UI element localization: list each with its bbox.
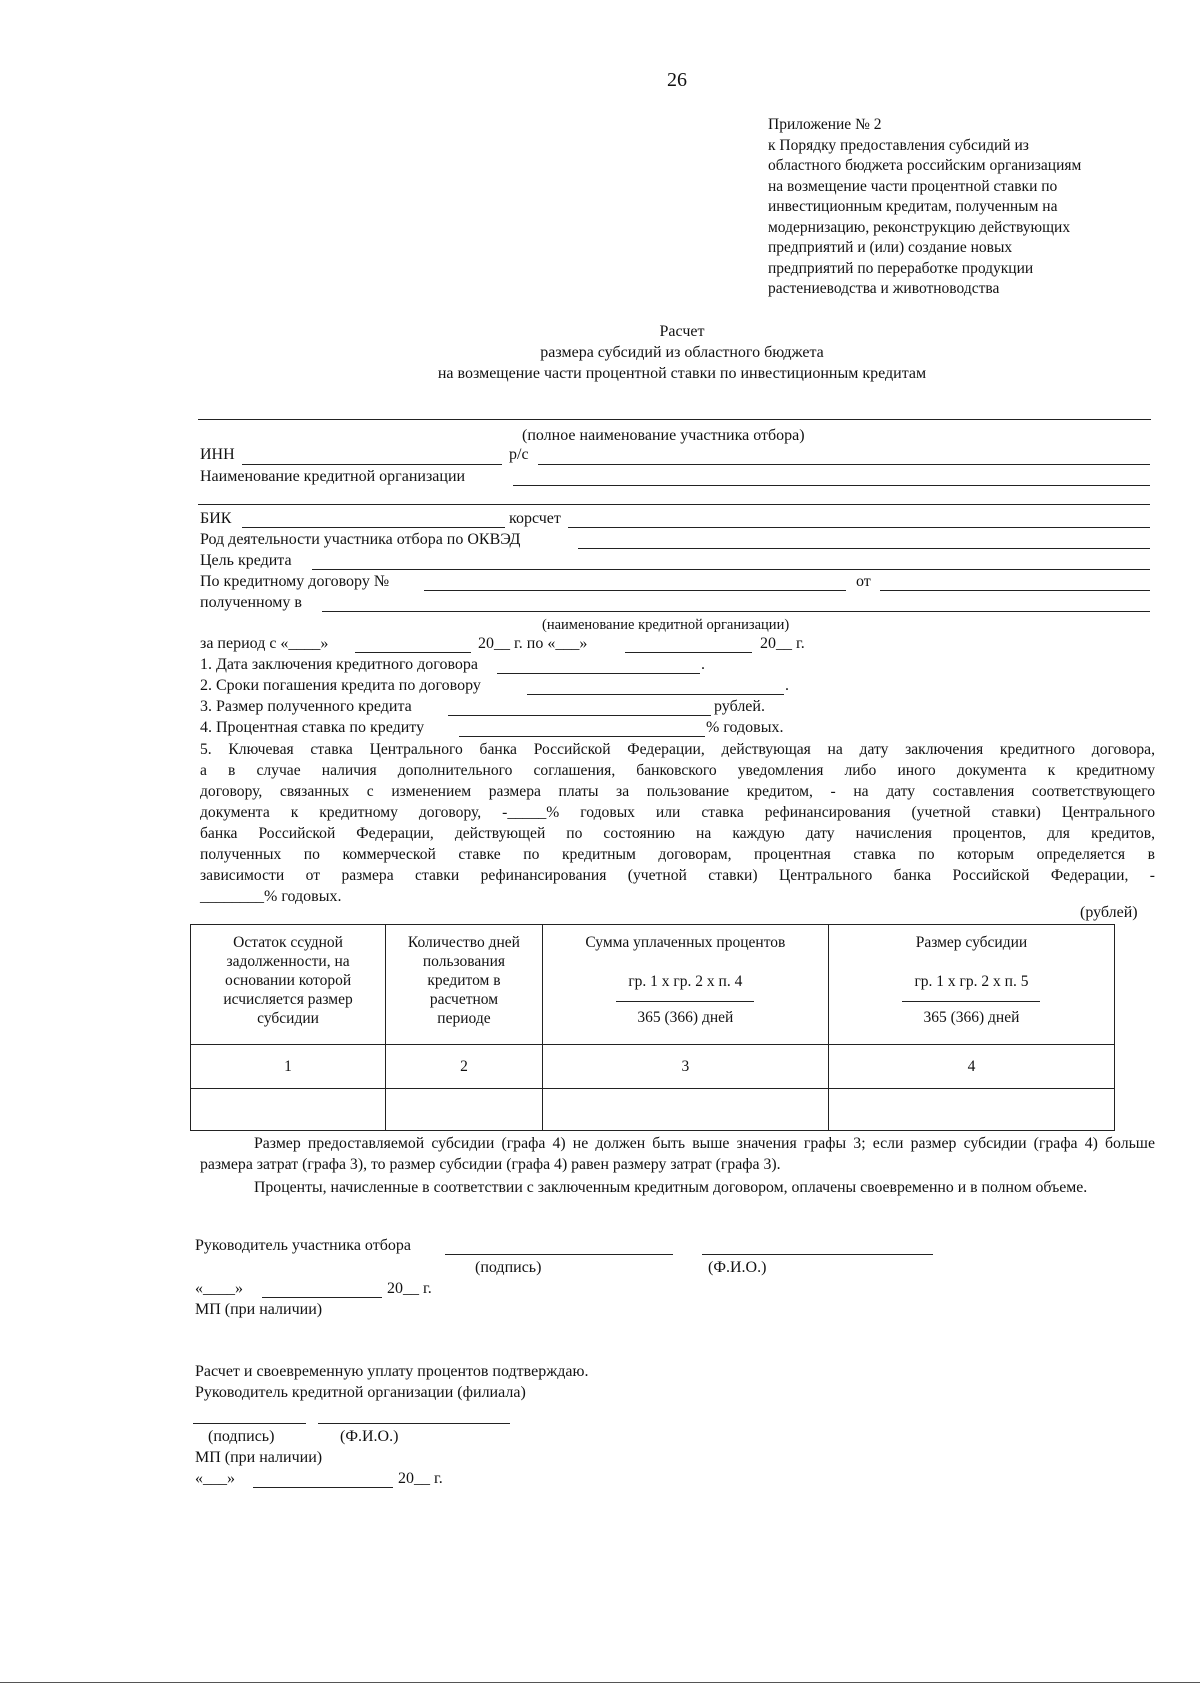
header-col4 <box>828 925 1114 1045</box>
header-col3-title: Сумма уплаченных процентов <box>585 934 786 951</box>
appendix-line: предприятий и (или) создание новых <box>768 239 1013 256</box>
data-cell-balance[interactable] <box>191 1089 386 1131</box>
header-col2-line: Количество дней <box>407 934 520 951</box>
period-month2-field[interactable] <box>625 652 752 653</box>
contract-date-field[interactable] <box>880 590 1150 591</box>
item-1-end: . <box>701 656 705 673</box>
col-number: 2 <box>386 1045 543 1089</box>
header-col2-line: расчетном <box>429 991 499 1008</box>
bank-signature-field[interactable] <box>193 1423 306 1424</box>
item-4-field[interactable] <box>459 736 705 737</box>
contract-from-label: от <box>856 573 871 590</box>
participant-date-open: «____» <box>195 1280 243 1297</box>
item-3-end: рублей. <box>714 698 765 715</box>
item-5-line: документа к кредитному договору, -_____% годовых или ставка рефинансирования (учетной ставки) Центрального <box>200 804 1155 821</box>
participant-fio-caption: (Ф.И.О.) <box>708 1259 767 1276</box>
appendix-line: модернизацию, реконструкцию действующих <box>768 218 1071 236</box>
page-number: 26 <box>667 69 687 91</box>
data-cell-subsidy[interactable] <box>828 1089 1114 1131</box>
participant-stamp: МП (при наличии) <box>195 1301 323 1318</box>
subsidy-table <box>190 924 1115 1131</box>
contract-number-field[interactable] <box>424 590 846 591</box>
item-5-last: ________% годовых. <box>200 888 342 905</box>
header-col1-line: субсидии <box>257 1010 319 1027</box>
data-cell-days[interactable] <box>386 1089 543 1131</box>
header-col1-line: Остаток ссудной <box>233 934 343 951</box>
bank-fio-caption: (Ф.И.О.) <box>340 1428 399 1445</box>
header-col2-line: периоде <box>437 1010 491 1027</box>
col-number: 4 <box>828 1045 1114 1089</box>
col-number: 3 <box>542 1045 828 1089</box>
table-header-row <box>191 925 1115 1045</box>
appendix-line: областного бюджета российским организациям <box>768 157 1082 174</box>
item-4-label: 4. Процентная ставка по кредиту <box>200 719 425 736</box>
header-col3 <box>542 925 828 1045</box>
bank-date-month-field[interactable] <box>253 1487 393 1488</box>
period-from: за период с «____» <box>200 635 329 652</box>
participant-date-month-field[interactable] <box>262 1297 382 1298</box>
inn-field[interactable] <box>242 464 502 465</box>
item-5-line: зависимости от размера ставки рефинансирования (учетной ставки) Центрального банка Российской Федерации, - <box>200 867 1155 884</box>
bik-field[interactable] <box>242 527 505 528</box>
period-year1: 20__ г. по «___» <box>478 635 588 652</box>
header-col2-line: кредитом в <box>427 972 501 989</box>
item-5-line: 5. Ключевая ставка Центрального банка Российской Федерации, действующая на дату заключения кредитного договора, <box>200 741 1155 758</box>
period-year2: 20__ г. <box>760 635 805 652</box>
header-col4-title: Размер субсидии <box>915 934 1028 951</box>
data-cell-interest[interactable] <box>542 1089 828 1131</box>
header-col3-numerator: гр. 1 х гр. 2 х п. 4 <box>616 972 754 1002</box>
units-label: (рублей) <box>1080 904 1138 921</box>
item-1-label: 1. Дата заключения кредитного договора <box>200 656 478 673</box>
table-number-row <box>191 1045 1115 1089</box>
note-paragraph-2: Проценты, начисленные в соответствии с заключенным кредитным договором, оплачены своевременно и в полном объеме. <box>254 1179 1088 1196</box>
participant-fio-field[interactable] <box>702 1254 933 1255</box>
bank-stamp: МП (при наличии) <box>195 1449 323 1466</box>
doc-title-line3: на возмещение части процентной ставки по инвестиционным кредитам <box>437 365 927 382</box>
appendix-line: на возмещение части процентной ставки по <box>768 177 1058 195</box>
contract-label: По кредитному договору № <box>200 573 390 590</box>
item-3-label: 3. Размер полученного кредита <box>200 698 412 715</box>
bank-fio-field[interactable] <box>318 1423 510 1424</box>
item-5-line: договору, связанных с изменением размера платы за пользование кредитом, - на дату составления соответствующего <box>200 783 1155 800</box>
bank-date-open: «___» <box>195 1470 235 1487</box>
participant-name-field[interactable] <box>198 419 1151 420</box>
appendix-line: растениеводства и животноводства <box>768 280 1000 297</box>
bank-head-label: Руководитель кредитной организации (филиала) <box>195 1384 526 1401</box>
appendix-line: к Порядку предоставления субсидий из <box>768 136 1029 154</box>
header-col2-line: пользования <box>422 953 506 970</box>
participant-caption: (полное наименование участника отбора) <box>522 427 805 444</box>
table-data-row <box>191 1089 1115 1131</box>
credit-org-field-continued[interactable] <box>198 504 1150 505</box>
doc-title-line1: Расчет <box>659 323 705 340</box>
purpose-field[interactable] <box>312 569 1150 570</box>
purpose-label: Цель кредита <box>200 552 292 569</box>
col-number: 1 <box>191 1045 386 1089</box>
rs-label: р/с <box>509 446 529 463</box>
header-col1 <box>191 925 386 1045</box>
korschet-label: корсчет <box>509 510 561 527</box>
received-label: полученному в <box>200 594 302 611</box>
okved-field[interactable] <box>578 548 1150 549</box>
scan-bottom-edge <box>0 1682 1200 1683</box>
rs-field[interactable] <box>538 464 1150 465</box>
bank-name-field[interactable] <box>322 611 1150 612</box>
participant-date-year: 20__ г. <box>387 1280 432 1297</box>
item-3-field[interactable] <box>448 715 711 716</box>
item-2-end: . <box>785 677 789 694</box>
header-col2 <box>386 925 543 1045</box>
header-col4-denominator: 365 (366) дней <box>923 1009 1020 1026</box>
confirm-text: Расчет и своевременную уплату процентов подтверждаю. <box>195 1363 589 1380</box>
bank-date-year: 20__ г. <box>398 1470 443 1487</box>
bik-label: БИК <box>200 510 232 527</box>
participant-sign-caption: (подпись) <box>475 1259 542 1276</box>
credit-org-field[interactable] <box>513 485 1150 486</box>
item-5-line: банка Российской Федерации, действующей по состоянию на каждую дату начисления процентов, для кредитов, <box>200 825 1155 842</box>
header-col3-denominator: 365 (366) дней <box>637 1009 734 1026</box>
appendix-line: предприятий по переработке продукции <box>768 259 1034 277</box>
item-5-line: а в случае наличия дополнительного соглашения, банковского уведомления либо иного документа к кредитному <box>200 762 1155 779</box>
item-2-field[interactable] <box>527 694 784 695</box>
bank-caption: (наименование кредитной организации) <box>542 617 790 633</box>
header-col1-line: основании которой <box>224 972 352 989</box>
item-4-end: % годовых. <box>706 719 784 736</box>
doc-title-line2: размера субсидий из областного бюджета <box>540 344 824 361</box>
item-1-field[interactable] <box>497 673 700 674</box>
item-5-line: полученных по коммерческой ставке по кредитным договорам, процентная ставка по которым определяется в <box>200 846 1155 863</box>
okved-label: Род деятельности участника отбора по ОКВЭД <box>200 531 521 548</box>
note-paragraph-1: Размер предоставляемой субсидии (графа 4) не должен быть выше значения графы 3; если размер субсидии (графа 4) больше размера затрат (графа 3), то размер субсидии (графа 4) равен размеру затрат (графа 3). <box>200 1135 1155 1173</box>
bank-sign-caption: (подпись) <box>208 1428 275 1445</box>
inn-label: ИНН <box>200 446 235 463</box>
period-month1-field[interactable] <box>355 652 471 653</box>
participant-signature-field[interactable] <box>445 1254 673 1255</box>
appendix-line: Приложение № 2 <box>768 116 882 133</box>
appendix-block <box>768 115 1081 300</box>
credit-org-label: Наименование кредитной организации <box>200 468 466 485</box>
participant-head-label: Руководитель участника отбора <box>195 1237 411 1254</box>
header-col1-line: задолженности, на <box>226 953 350 970</box>
korschet-field[interactable] <box>568 527 1150 528</box>
header-col1-line: исчисляется размер <box>223 991 353 1008</box>
appendix-line: инвестиционным кредитам, полученным на <box>768 198 1058 215</box>
item-2-label: 2. Сроки погашения кредита по договору <box>200 677 481 694</box>
header-col4-numerator: гр. 1 х гр. 2 х п. 5 <box>902 972 1040 1002</box>
